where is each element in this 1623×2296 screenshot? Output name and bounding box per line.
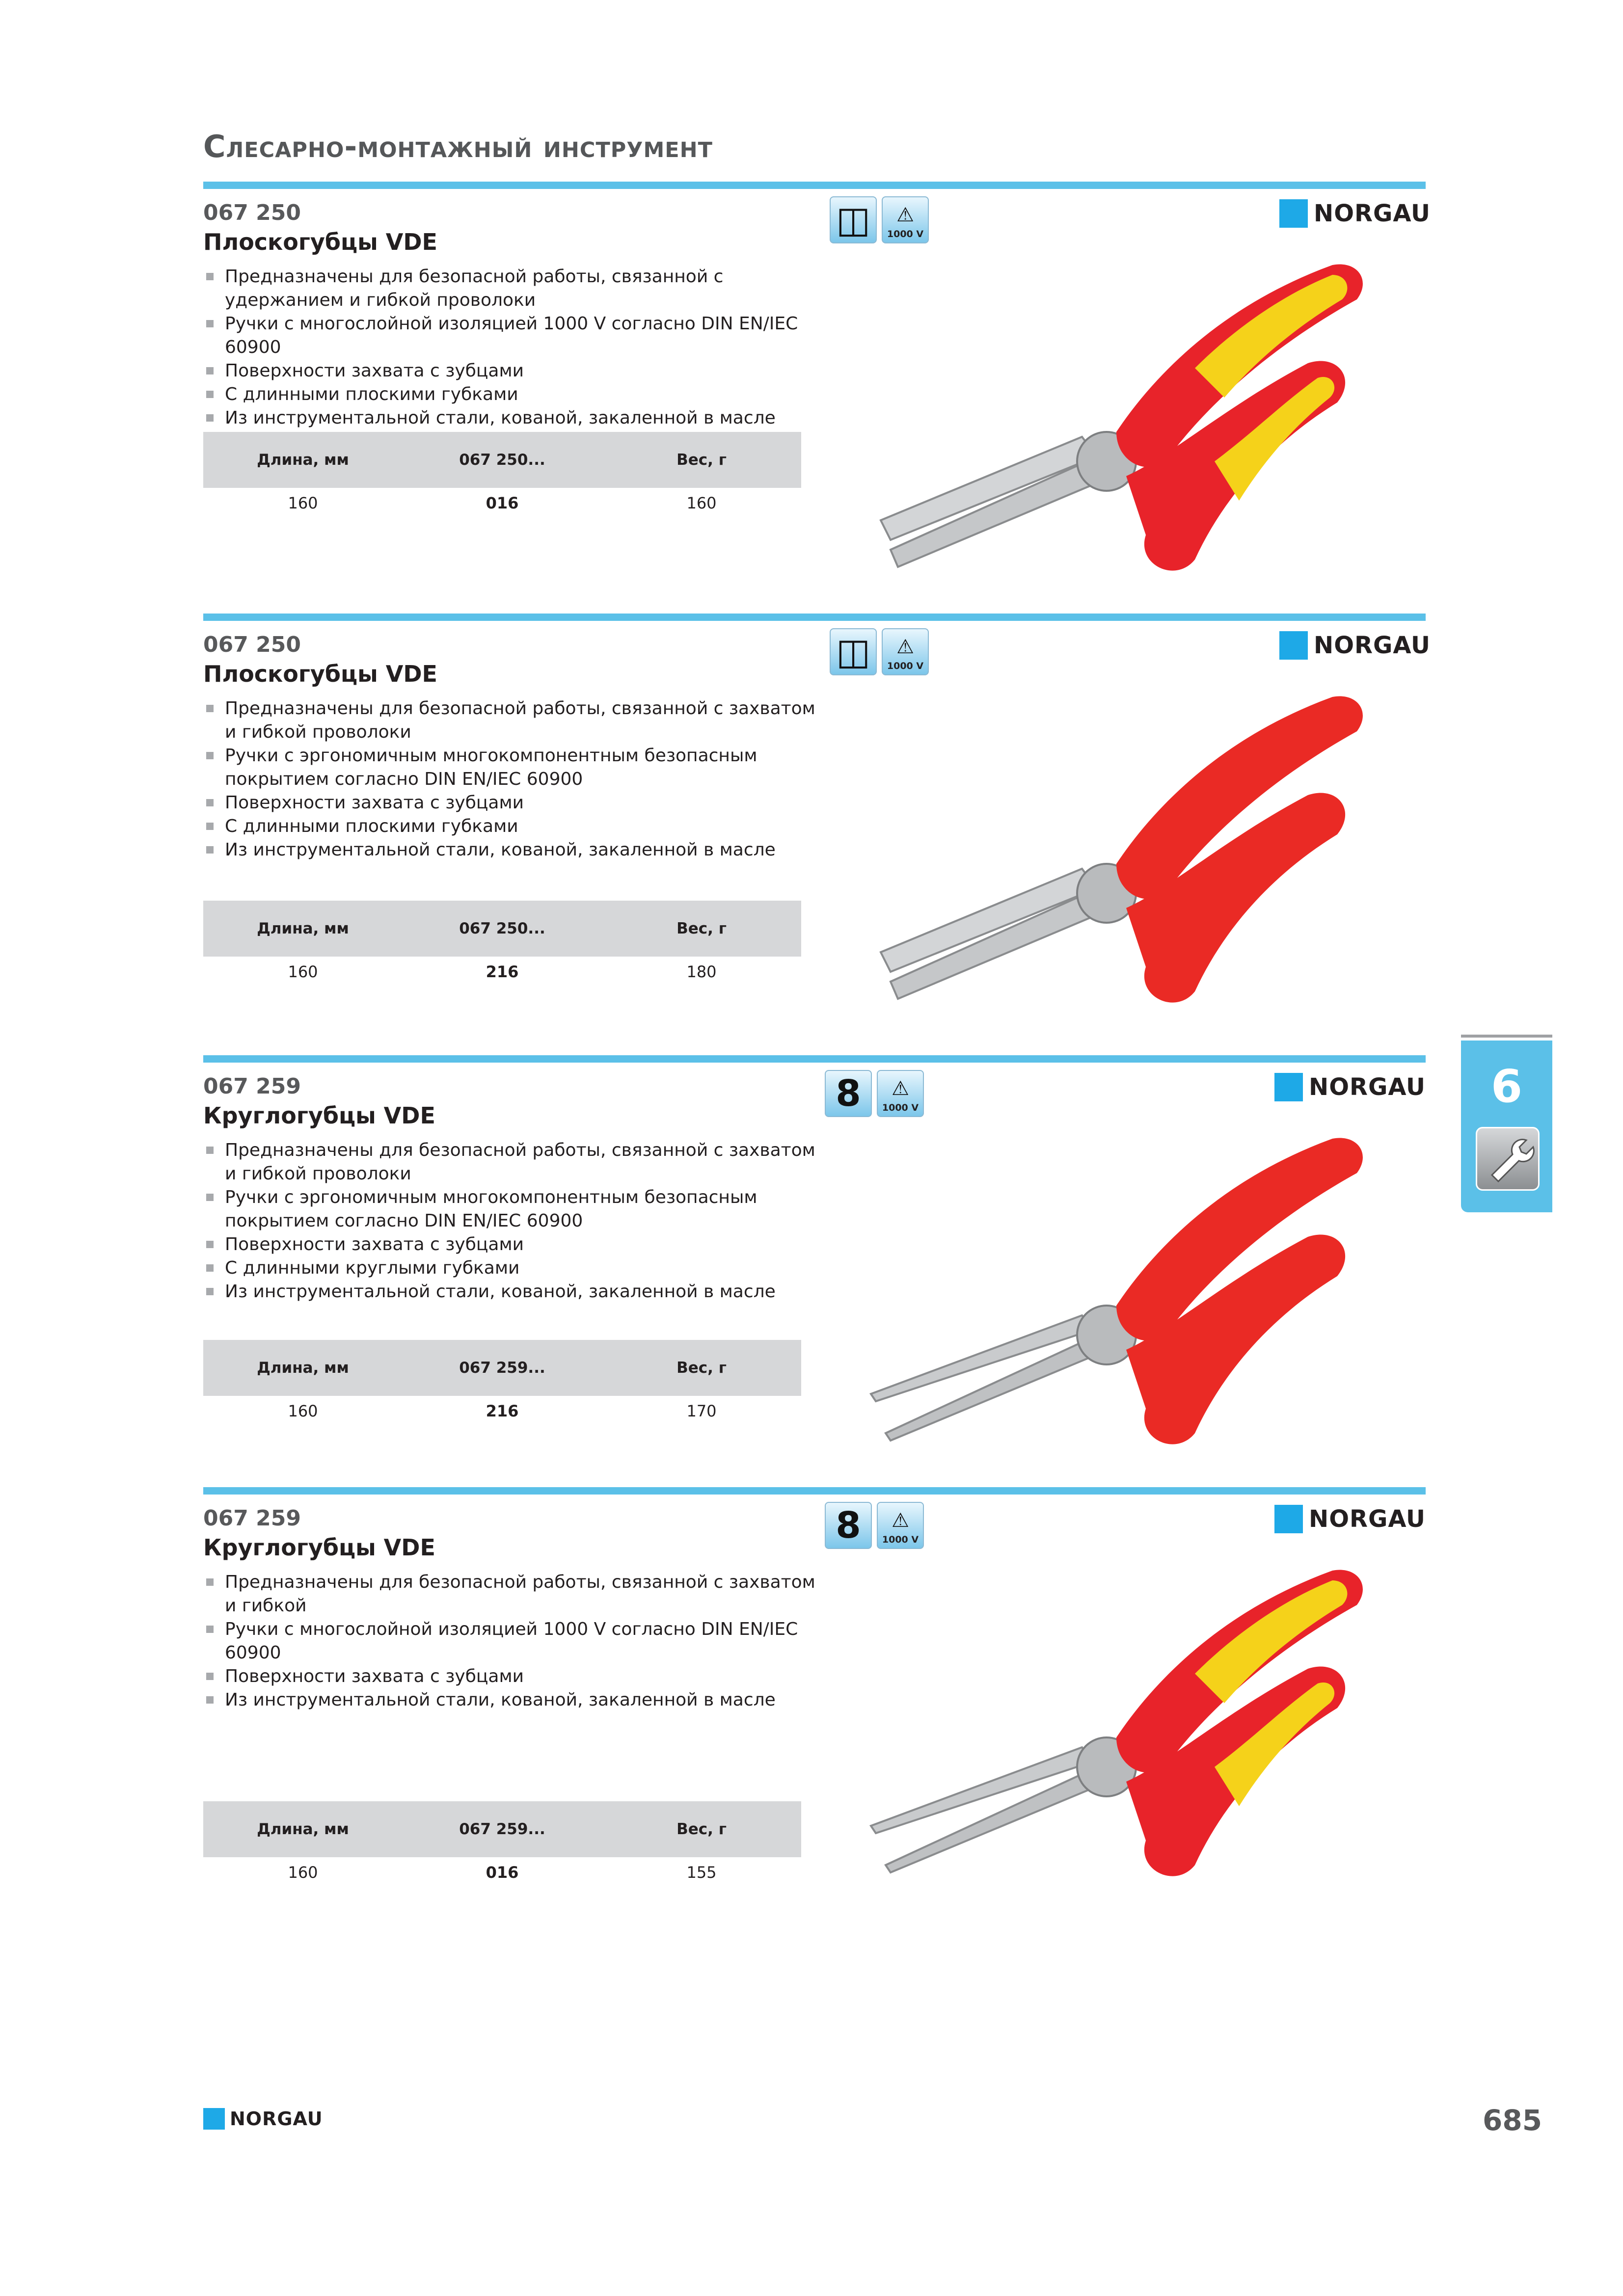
feature-text: Ручки с многослойной изоляцией 1000 V согласно DIN EN/IEC 60900	[225, 314, 798, 357]
feature-item	[203, 1688, 827, 1712]
table-row	[203, 1396, 801, 1426]
product-code: 067 259	[203, 1074, 301, 1099]
feature-text: Ручки с эргономичным многокомпонентным безопасным покрытием согласно DIN EN/IEC 60900	[225, 746, 757, 789]
feature-item	[203, 815, 827, 838]
footer-brand-logo	[203, 2108, 323, 2130]
bullet-icon	[206, 1578, 214, 1586]
round-jaw-icon	[825, 1070, 872, 1117]
bullet-icon	[206, 1194, 214, 1201]
feature-item	[203, 383, 827, 406]
feature-list	[203, 1139, 827, 1304]
product-code: 067 259	[203, 1506, 301, 1531]
voltage-label: 1000 V	[887, 229, 924, 240]
header-length: Длина, мм	[257, 1820, 349, 1838]
section-divider	[203, 1487, 1426, 1495]
insulation-1000v-icon	[882, 196, 929, 243]
feature-list	[203, 697, 827, 862]
wrench-glyph	[1477, 1128, 1538, 1189]
table-row	[203, 957, 801, 987]
footer-brand-name: NORGAU	[230, 2108, 323, 2130]
bullet-icon	[206, 1241, 214, 1248]
bullet-icon	[206, 705, 214, 712]
insulation-1000v-icon	[877, 1502, 924, 1549]
feature-text: Из инструментальной стали, кованой, закаленной в масле	[225, 1281, 776, 1302]
feature-item	[203, 1186, 827, 1233]
feature-text: Поверхности захвата с зубцами	[225, 793, 524, 813]
section-divider	[203, 614, 1426, 621]
insulation-1000v-icon	[877, 1070, 924, 1117]
spec-table-header	[203, 901, 801, 957]
bullet-icon	[206, 1626, 214, 1633]
triangle-icon: ⚠	[896, 204, 914, 226]
brand-square-icon	[203, 2108, 225, 2130]
triangle-icon: ⚠	[892, 1077, 909, 1100]
voltage-label: 1000 V	[887, 661, 924, 671]
spec-table-header	[203, 1801, 801, 1857]
cell-weight: 180	[686, 962, 717, 981]
header-article: 067 250...	[459, 920, 545, 937]
feature-item	[203, 1571, 827, 1618]
spec-table	[203, 1801, 801, 1888]
feature-item	[203, 838, 827, 862]
bullet-icon	[206, 846, 214, 854]
round-jaw-icon	[825, 1502, 872, 1549]
product-photo	[851, 677, 1426, 1016]
feature-text: Поверхности захвата с зубцами	[225, 361, 524, 381]
product-name: Плоскогубцы VDE	[203, 229, 437, 255]
feature-item	[203, 1233, 827, 1256]
table-row	[203, 1857, 801, 1888]
bullet-icon	[206, 752, 214, 759]
voltage-label: 1000 V	[882, 1534, 919, 1545]
voltage-label: 1000 V	[882, 1102, 919, 1113]
triangle-icon: ⚠	[892, 1509, 909, 1532]
jaw-glyph: ◫	[836, 631, 870, 673]
bullet-icon	[206, 273, 214, 280]
spec-table	[203, 1340, 801, 1426]
brand-name: NORGAU	[1314, 200, 1431, 227]
feature-text: Из инструментальной стали, кованой, закаленной в масле	[225, 1690, 776, 1710]
header-length: Длина, мм	[257, 1359, 349, 1377]
feature-text: Ручки с многослойной изоляцией 1000 V согласно DIN EN/IEC 60900	[225, 1619, 798, 1663]
product-photo	[851, 1119, 1426, 1458]
insulation-1000v-icon	[882, 628, 929, 675]
bullet-icon	[206, 391, 214, 398]
flat-jaw-icon	[830, 628, 877, 675]
feature-item	[203, 265, 827, 312]
feature-list	[203, 1571, 827, 1712]
brand-name: NORGAU	[1314, 632, 1431, 659]
cell-length: 160	[288, 1402, 318, 1420]
bullet-icon	[206, 799, 214, 806]
feature-text: Из инструментальной стали, кованой, закаленной в масле	[225, 408, 776, 428]
property-icons	[830, 196, 929, 243]
feature-item	[203, 1665, 827, 1688]
section-divider	[203, 182, 1426, 189]
feature-item	[203, 697, 827, 744]
feature-list	[203, 265, 827, 430]
feature-item	[203, 744, 827, 791]
bullet-icon	[206, 823, 214, 830]
section-number: 6	[1490, 1060, 1522, 1113]
product-photo	[851, 245, 1426, 584]
feature-text: Предназначены для безопасной работы, связанной с захватом и гибкой проволоки	[225, 698, 815, 742]
brand-logo	[1274, 1505, 1426, 1533]
brand-logo	[1274, 1073, 1426, 1101]
feature-text: Поверхности захвата с зубцами	[225, 1666, 524, 1686]
product-card	[203, 614, 1431, 1016]
bullet-icon	[206, 1288, 214, 1295]
product-code: 067 250	[203, 632, 301, 657]
product-card	[203, 1487, 1426, 1890]
cell-length: 160	[288, 1863, 318, 1882]
feature-item	[203, 406, 827, 430]
product-code: 067 250	[203, 200, 301, 225]
brand-name: NORGAU	[1309, 1073, 1426, 1101]
product-name: Плоскогубцы VDE	[203, 661, 437, 687]
feature-text: С длинными плоскими губками	[225, 816, 518, 836]
cell-weight: 155	[686, 1863, 717, 1882]
feature-text: Предназначены для безопасной работы, связанной с захватом и гибкой	[225, 1572, 815, 1616]
property-icons	[825, 1070, 924, 1117]
feature-text: С длинными плоскими губками	[225, 384, 518, 404]
feature-item	[203, 1256, 827, 1280]
brand-logo	[1279, 199, 1431, 228]
cell-length: 160	[288, 962, 318, 981]
spec-table-header	[203, 1340, 801, 1396]
bullet-icon	[206, 320, 214, 327]
table-row	[203, 488, 801, 518]
cell-article: 016	[486, 494, 519, 512]
cell-article: 016	[486, 1863, 519, 1882]
brand-square-icon	[1279, 631, 1308, 660]
brand-logo	[1279, 631, 1431, 660]
bullet-icon	[206, 367, 214, 374]
feature-item	[203, 1618, 827, 1665]
section-tab[interactable]	[1461, 1041, 1552, 1212]
jaw-glyph: 8	[836, 1504, 861, 1547]
brand-square-icon	[1279, 199, 1308, 228]
brand-square-icon	[1274, 1505, 1303, 1533]
product-card	[203, 1055, 1426, 1458]
jaw-glyph: 8	[836, 1072, 861, 1115]
feature-text: Поверхности захвата с зубцами	[225, 1234, 524, 1255]
header-weight: Вес, г	[676, 451, 727, 469]
cell-length: 160	[288, 494, 318, 512]
page-title: Слесарно-монтажный инструмент	[203, 129, 713, 164]
brand-name: NORGAU	[1309, 1505, 1426, 1533]
feature-text: Ручки с эргономичным многокомпонентным безопасным покрытием согласно DIN EN/IEC 60900	[225, 1187, 757, 1231]
brand-square-icon	[1274, 1073, 1303, 1101]
header-article: 067 259...	[459, 1359, 545, 1377]
flat-jaw-icon	[830, 196, 877, 243]
feature-text: Предназначены для безопасной работы, связанной с захватом и гибкой проволоки	[225, 1140, 815, 1184]
cell-article: 216	[486, 962, 519, 981]
feature-text: Предназначены для безопасной работы, связанной с удержанием и гибкой проволоки	[225, 267, 724, 310]
feature-text: С длинными круглыми губками	[225, 1258, 520, 1278]
triangle-icon: ⚠	[896, 636, 914, 658]
jaw-glyph: ◫	[836, 199, 870, 241]
cell-weight: 170	[686, 1402, 717, 1420]
tab-divider	[1461, 1035, 1552, 1038]
header-article: 067 250...	[459, 451, 545, 469]
feature-item	[203, 1139, 827, 1186]
bullet-icon	[206, 414, 214, 422]
feature-item	[203, 359, 827, 383]
wrench-icon	[1476, 1127, 1540, 1191]
spec-table-header	[203, 432, 801, 488]
bullet-icon	[206, 1264, 214, 1272]
bullet-icon	[206, 1696, 214, 1704]
header-article: 067 259...	[459, 1820, 545, 1838]
feature-text: Из инструментальной стали, кованой, закаленной в масле	[225, 840, 776, 860]
spec-table	[203, 901, 801, 987]
bullet-icon	[206, 1673, 214, 1680]
feature-item	[203, 1280, 827, 1304]
product-name: Круглогубцы VDE	[203, 1534, 435, 1561]
property-icons	[825, 1502, 924, 1549]
product-card	[203, 182, 1431, 584]
header-length: Длина, мм	[257, 920, 349, 937]
header-length: Длина, мм	[257, 451, 349, 469]
product-name: Круглогубцы VDE	[203, 1102, 435, 1129]
page-number: 685	[1483, 2104, 1542, 2137]
cell-weight: 160	[686, 494, 717, 512]
section-divider	[203, 1055, 1426, 1063]
product-photo	[851, 1551, 1426, 1890]
feature-item	[203, 791, 827, 815]
property-icons	[830, 628, 929, 675]
header-weight: Вес, г	[676, 1820, 727, 1838]
cell-article: 216	[486, 1402, 519, 1420]
header-weight: Вес, г	[676, 1359, 727, 1377]
header-weight: Вес, г	[676, 920, 727, 937]
spec-table	[203, 432, 801, 518]
feature-item	[203, 312, 827, 359]
bullet-icon	[206, 1147, 214, 1154]
